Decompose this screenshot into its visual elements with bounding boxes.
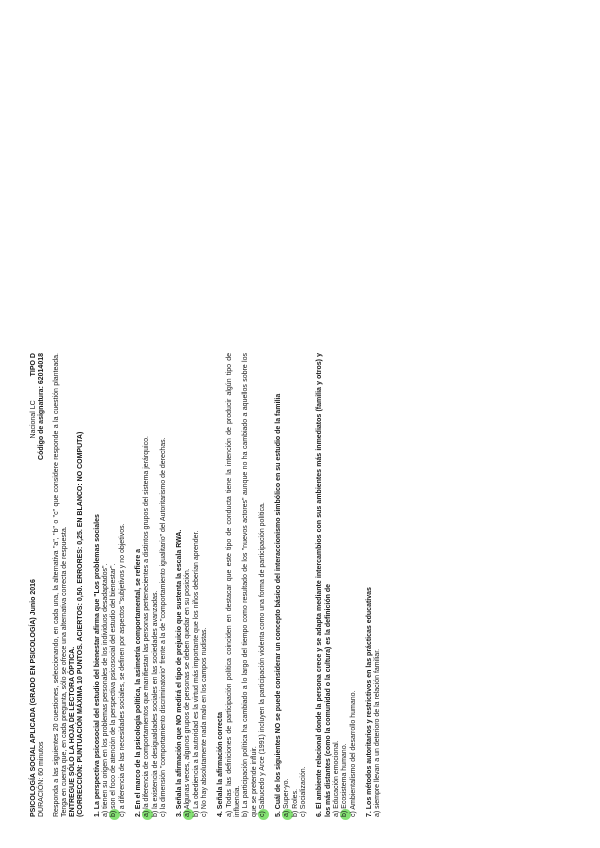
subject-code: Código de asignatura: 62014018 [38,353,46,460]
answer-option [152,353,160,817]
answer-option-text: c) Socialización. [300,766,308,817]
question-item [275,353,308,817]
answer-option-text: b) son el foco de atención de la perspectiva psicosocial del estudio del bienestar". [110,563,118,817]
answer-option-text: a) la diferencia de comportamientos que manifiestan las personas pertenecientes a distintos grupos del sistema jerárquico. [143,436,151,817]
answer-option-text: b) Roles. [291,788,299,817]
answer-option [160,353,168,817]
exam-subheader [38,353,46,817]
exam-content [30,353,382,817]
answer-option [110,353,118,817]
exam-title: PSICOLOGÍA SOCIAL APLICADA (GRADO EN PSICOLOGÍA) Junio 2016 [30,579,37,817]
exam-session: Nacional LC [30,400,37,439]
answer-option-text: c) a diferencia de las necesidades sociales, se definen por aspectos "subjetivos y no objetivos. [118,523,126,817]
instructions-text: Responda a las siguientes 20 cuestiones, seleccionando, en cada una, la alternativa "a", "b" o "c" que considere responde a la cuestión planteada. Tenga en cuenta que, en cada pregunta, sólo se ofrece una alternativa correcta de respuesta. [52,353,68,817]
answer-option [341,353,349,817]
answer-option-text: c) Sabucedo y Arce (1991) incluyen la participación violenta como una forma de participación política. [258,502,266,817]
answer-option-text: b) La participación política ha cambiado a lo largo del tiempo como resultado de los "nuevos actores" aunque no ha cambiado a aquellos sobre los que se pretende influir. [242,353,258,817]
questions-list [94,353,383,817]
answer-option [184,353,192,817]
answer-option [374,353,382,817]
exam-type: TIPO D [30,353,37,377]
answer-option-text: a) Educación emocional. [332,740,340,817]
question-stem: 5. Cuál de los siguientes NO se puede considerar un concepto básico del interaccionismo simbólico en su estudio de la familia [275,393,283,817]
question-item [176,353,209,817]
answer-option [300,353,308,817]
answer-option-text: a) Todas las definiciones de participación política coinciden en destacar que este tipo de conducta tiene la intención de producir algún tipo de influencia. [225,353,241,817]
question-stem: 2. En el marco de la psicología política, la asimetría comportamental, se refiere a [134,548,142,817]
answer-option-text: c) Ambientalismo del desarrollo humano. [349,690,357,817]
exam-duration: DURACIÓN: 60 minutos [38,741,46,817]
answer-option [193,353,201,817]
answer-option-text: b) la existencia de desigualdades sociales en las sociedades avanzadas. [151,590,159,817]
answer-option-text: a) Algunas veces, algunos grupos de personas se deben quedar en su posición. [184,568,192,817]
answer-option-text: c) la dimensión "comportamiento discriminatorio" frente a la de "comportamiento igualitario" del Autoritarismo de derechas. [159,437,167,817]
question-item [316,353,357,817]
answer-option [333,353,341,817]
answer-option-text: a) tienen su origen en los problemas personales de los individuos desadaptados". [102,563,110,817]
answer-option [201,353,209,817]
question-item [217,353,267,817]
question-item [94,353,127,817]
answer-option [292,353,300,817]
question-stem: 1. La perspectiva psicosocial del estudio del bienestar afirma que "Los problemas sociales [93,514,101,817]
question-item [366,353,383,817]
answer-option [119,353,127,817]
answer-option [226,353,243,817]
question-item [135,353,168,817]
instructions-block [53,353,86,817]
instructions-scoring: (CORRECCIÓN: PUNTUACIÓN MÁXIMA 10 PUNTOS. ACIERTOS: 0,50. ERRORES: 0,25. EN BLANCO: NO COMPUTA) [77,431,85,817]
question-stem: 3. Señala la afirmación que NO medirá el tipo de prejuicio que sustenta la escala RWA. [176,529,184,817]
question-stem: 4. Señala la afirmación correcta [217,711,225,817]
question-stem: 7. Los métodos autoritarios y restrictivos en las prácticas educativas [365,587,373,817]
answer-option-text: a) siempre llevan a un deterioro de la relación familiar. [374,648,382,817]
answer-option [283,353,291,817]
answer-option [259,353,267,817]
answer-option [242,353,259,817]
question-stem: 6. El ambiente relacional donde la persona crece y se adapta mediante intercambios con sus ambientes más inmediatos (familia y otros) y los más distantes (como la comunidad o la cultura) es la definición de [316,353,332,817]
answer-option [143,353,151,817]
instructions-delivery: ENTREGUE SÓLO LA HOJA DE LECTORA ÓPTICA. [69,646,77,817]
answer-option-text: a) Super-yo. [283,778,291,817]
answer-option-text: b) La obediencia a la autoridad es la virtud más importante que los niños deberían aprender. [192,530,200,817]
answer-option-text: b) Ecosistema humano. [341,743,349,817]
answer-option [350,353,358,817]
answer-option-text: c) No hay absolutamente nada malo en los campos nudistas. [201,627,209,817]
